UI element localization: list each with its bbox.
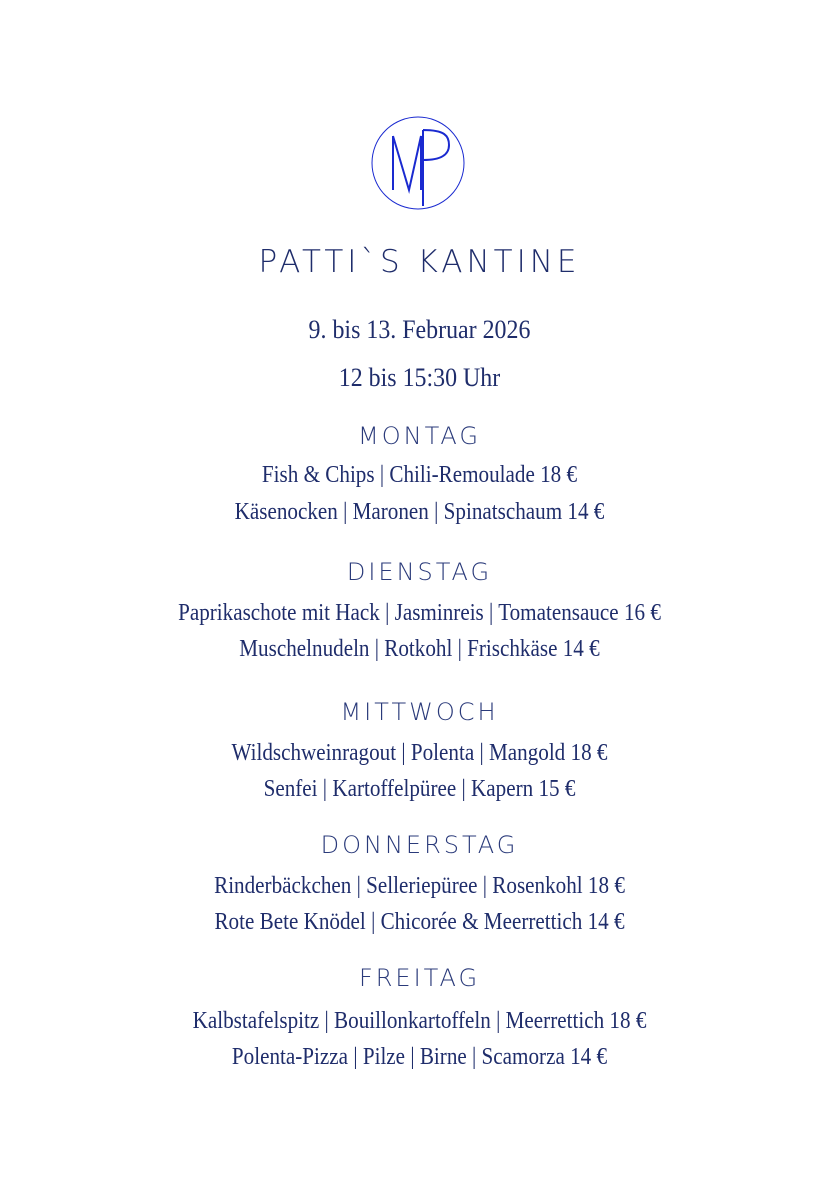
dish-line: Muschelnudeln | Rotkohl | Frischkäse 14 € xyxy=(239,636,600,662)
date-range: 9. bis 13. Februar 2026 xyxy=(308,315,531,344)
dish-line: Polenta-Pizza | Pilze | Birne | Scamorza 14 € xyxy=(231,1044,608,1070)
day-heading-donnerstag: DONNERSTAG xyxy=(320,831,519,859)
page-title: PATTI`S KANTINE xyxy=(258,244,581,280)
dish-line: Paprikaschote mit Hack | Jasminreis | Tomatensauce 16 € xyxy=(178,600,661,626)
dish-line: Wildschweinragout | Polenta | Mangold 18 € xyxy=(231,740,608,766)
dish-line: Rinderbäckchen | Selleriepüree | Rosenkohl 18 € xyxy=(214,873,625,899)
dish-line: Fish & Chips | Chili-Remoulade 18 € xyxy=(261,462,578,488)
dish-line: Rote Bete Knödel | Chicorée & Meerrettich 14 € xyxy=(214,909,625,935)
opening-hours: 12 bis 15:30 Uhr xyxy=(338,363,501,392)
mp-monogram-logo xyxy=(371,116,465,210)
day-heading-mittwoch: MITTWOCH xyxy=(340,698,499,726)
day-heading-montag: MONTAG xyxy=(358,422,481,450)
day-heading-freitag: FREITAG xyxy=(358,964,481,992)
dish-line: Kalbstafelspitz | Bouillonkartoffeln | Meerrettich 18 € xyxy=(192,1008,647,1034)
dish-line: Senfei | Kartoffelpüree | Kapern 15 € xyxy=(263,776,576,802)
day-heading-dienstag: DIENSTAG xyxy=(346,558,493,586)
dish-line: Käsenocken | Maronen | Spinatschaum 14 € xyxy=(234,499,605,525)
